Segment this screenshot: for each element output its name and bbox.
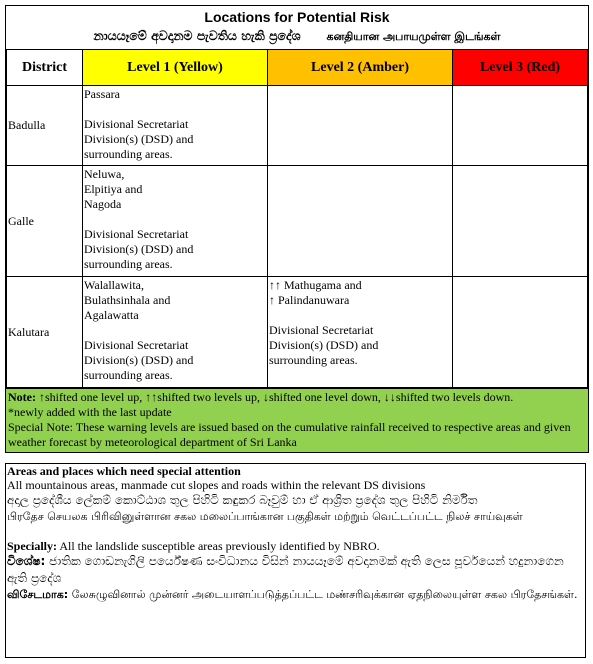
subtitle-row: [6, 26, 588, 49]
risk-locations-panel: [5, 5, 589, 453]
attention-text-en: All mountainous areas, manmade cut slopes and roads within the relevant DS divisions: [7, 478, 426, 492]
line-gap: [84, 212, 267, 227]
table-header-row: [7, 50, 588, 86]
cell-line: Agalawatta: [84, 308, 139, 322]
cell-line: Elpitiya and: [84, 182, 143, 196]
attention-text-si: අදාල ප්‍රදේශීය ලේකම් කොට්ඨාශ තුල පිහිටි කඳුකර බෑවුම් හා ඒ ආශ්‍රිත ප්‍රදේශ තුල පිහිටි නිර්මිත: [7, 493, 478, 507]
table-row: [7, 277, 588, 388]
line-gap: [84, 102, 267, 117]
cell-line: surrounding areas.: [269, 353, 358, 367]
attention-text-ta: பிரதேச செயலக பிரிவினுள்ளான சகல மலைப்பாங்கான பகுதிகள் மற்றும் வெட்டப்பட்ட நிலச் சாய்வுகள்: [7, 510, 523, 523]
note-line: [8, 390, 586, 405]
cell-line: Passara: [84, 87, 120, 101]
cell-line: Division(s) (DSD) and: [84, 353, 194, 367]
spacer: [7, 525, 585, 539]
line-gap: [269, 308, 452, 323]
level3-cell: [453, 277, 588, 388]
cell-line: Neluwa,: [84, 167, 125, 181]
specially-label: Specially:: [7, 539, 57, 553]
cell-line: Divisional Secretariat: [84, 117, 189, 131]
cell-line: Walallawita,: [84, 278, 145, 292]
table-row: [7, 166, 588, 277]
cell-line: surrounding areas.: [84, 368, 173, 382]
specially-ta-label: விசேடமாக:: [7, 588, 69, 601]
subtitle-tamil: கனதியான அபாயமுள்ள இடங்கள்: [326, 30, 501, 43]
specially-ta: [7, 587, 585, 603]
line-gap: [84, 323, 267, 338]
cell-line: ↑↑ Mathugama and: [269, 278, 362, 292]
subtitle-sinhala: නායයෑමේ අවදානම පැවතිය හැකි ප්‍රදේශ: [93, 28, 301, 43]
special-note-label: Special Note:: [8, 420, 73, 434]
cell-line: Divisional Secretariat: [269, 323, 374, 337]
cell-line: ↑ Palindanuwara: [269, 293, 350, 307]
cell-line: surrounding areas.: [84, 257, 173, 271]
specially-text: All the landslide susceptible areas previously identified by NBRO.: [57, 539, 380, 553]
district-cell: Badulla: [7, 86, 83, 166]
cell-line: Divisional Secretariat: [84, 338, 189, 352]
specially-en: [7, 539, 585, 553]
cell-line: surrounding areas.: [84, 147, 173, 161]
cell-line: Bulathsinhala and: [84, 293, 171, 307]
table-row: [7, 86, 588, 166]
cell-line: Divisional Secretariat: [84, 227, 189, 241]
level2-cell: [268, 166, 453, 277]
level1-cell: [83, 166, 268, 277]
level1-cell: [83, 277, 268, 388]
special-note: [8, 420, 586, 450]
newly-added-note: *newly added with the last update: [8, 405, 172, 419]
header-level1-yellow: Level 1 (Yellow): [83, 50, 268, 86]
specially-si: [7, 553, 585, 587]
cell-line: Division(s) (DSD) and: [84, 242, 194, 256]
level3-cell: [453, 86, 588, 166]
district-cell: Galle: [7, 166, 83, 277]
specially-si-label: විශේෂ:: [7, 554, 46, 568]
header-level3-red: Level 3 (Red): [453, 50, 588, 86]
district-cell: Kalutara: [7, 277, 83, 388]
level3-cell: [453, 166, 588, 277]
attention-heading: Areas and places which need special attention: [7, 464, 241, 478]
cell-line: Nagoda: [84, 197, 122, 211]
level2-cell: [268, 86, 453, 166]
risk-table: [6, 49, 588, 388]
cell-line: Division(s) (DSD) and: [84, 132, 194, 146]
note-text: ↑shifted one level up, ↑↑shifted two levels up, ↓shifted one level down, ↓↓shifted two levels down.: [35, 390, 514, 404]
attention-panel: [5, 463, 586, 658]
level1-cell: [83, 86, 268, 166]
level2-cell: [268, 277, 453, 388]
specially-si-text: ජාතික ගොඩනැගිලි පර්යේෂණ සංවිධානය විසින් නායයෑමේ අවදානමක් ඇති ලෙස පූර්වයෙන් හදුනාගෙන ඇති ප්‍රදේශ: [7, 554, 564, 585]
page-title: Locations for Potential Risk: [204, 9, 390, 25]
specially-ta-text: லேசுழுவினால் முன்னர் அடையாளப்படுத்தப்பட்ட மண்சரிவுக்கான ஏதநிலையுள்ள சகல பிரதேசங்கள்.: [68, 588, 578, 601]
cell-line: Division(s) (DSD) and: [269, 338, 379, 352]
header-district: District: [7, 50, 83, 86]
special-note-text: These warning levels are issued based on the cumulative rainfall received to respective areas and given weather forecast by meteorological department of Sri Lanka: [8, 420, 571, 449]
header-level2-amber: Level 2 (Amber): [268, 50, 453, 86]
note-label: Note:: [8, 390, 36, 404]
note-box: [6, 388, 588, 452]
